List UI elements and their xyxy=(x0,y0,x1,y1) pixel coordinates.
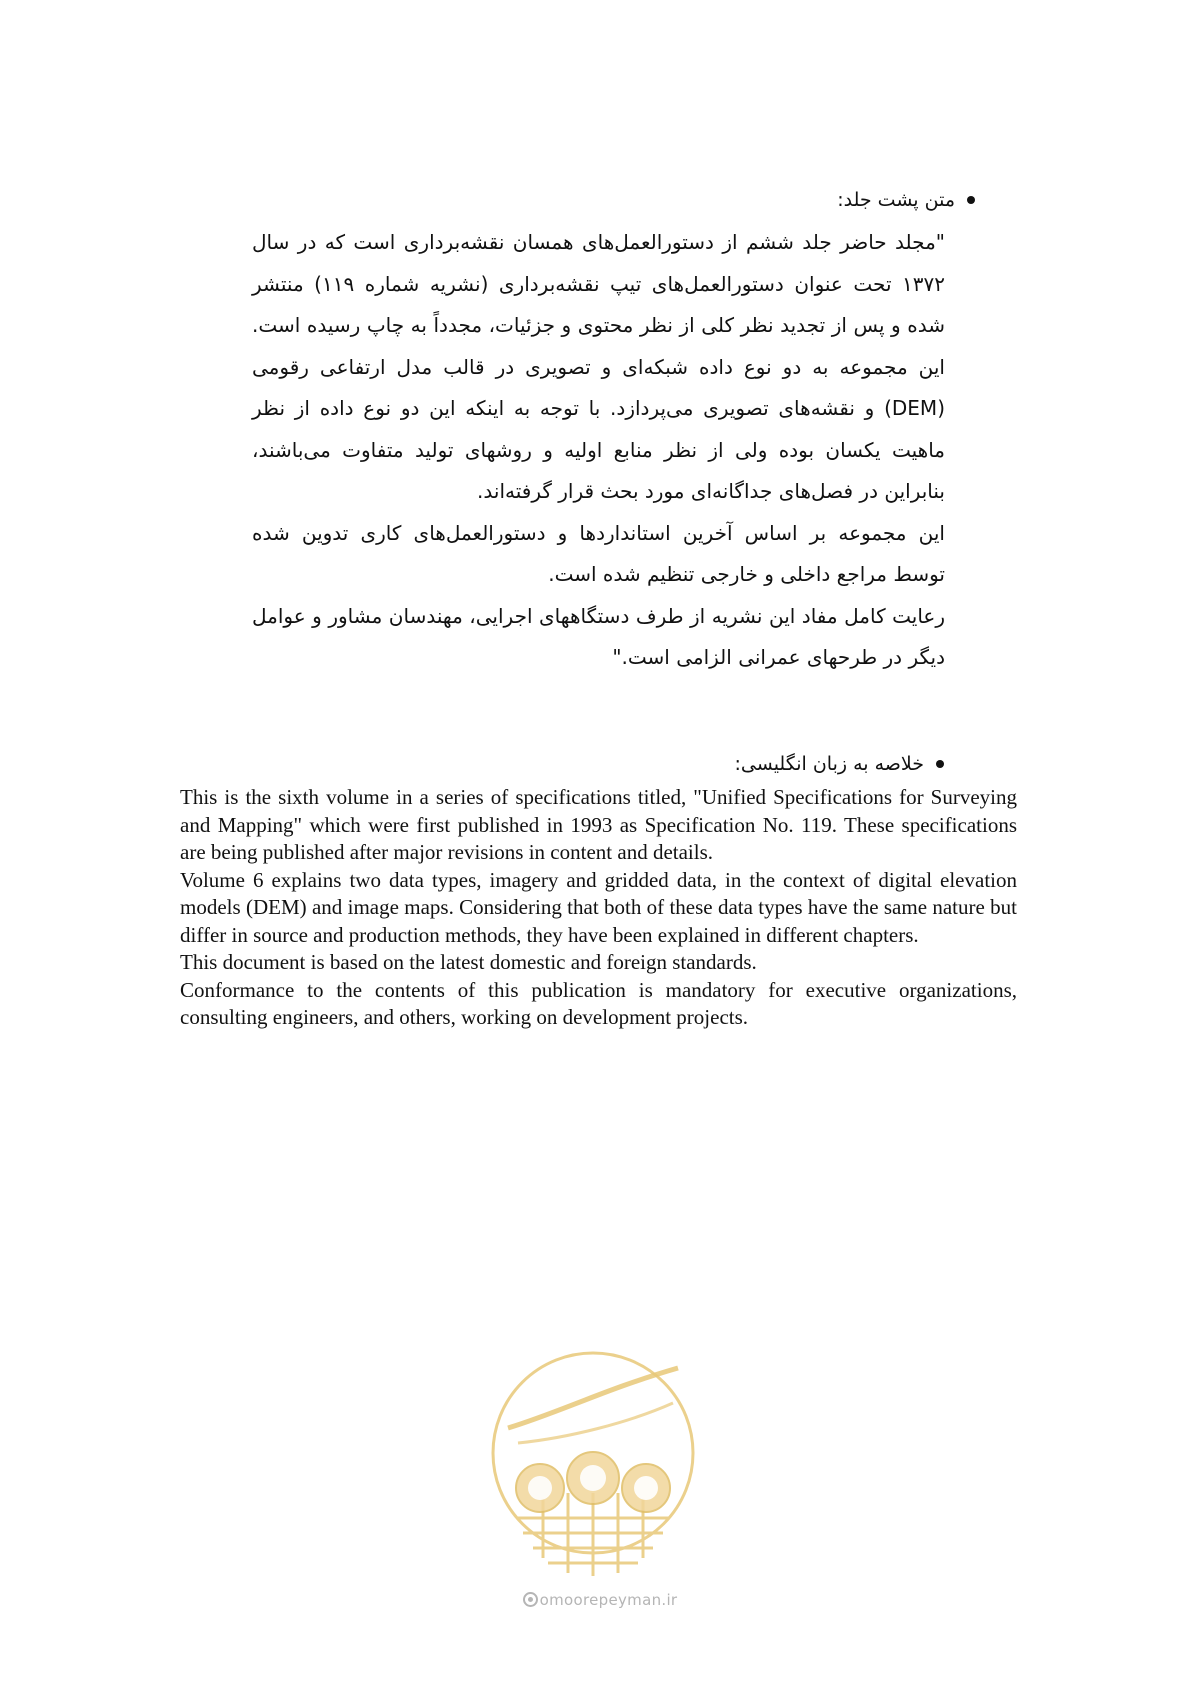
at-icon xyxy=(523,1592,538,1607)
english-summary-paragraph: Volume 6 explains two data types, imagery and gridded data, in the context of digital elevation models (DEM) and image maps. Considering that both of these data types have the same nature but differ in source and production methods, they have been explained in different chapters. xyxy=(180,867,1017,947)
back-cover-heading-row xyxy=(252,182,975,218)
watermark-caption-text: omoorepeyman.ir xyxy=(539,1591,678,1609)
watermark-logo-icon xyxy=(488,1318,698,1588)
back-cover-heading: متن پشت جلد: xyxy=(837,189,955,211)
english-summary-heading: خلاصه به زبان انگلیسی: xyxy=(734,753,924,775)
back-cover-paragraph: رعایت کامل مفاد این نشریه از طرف دستگاههای اجرایی، مهندسان مشاور و عوامل دیگر در طرحهای عمرانی الزامی است." xyxy=(252,603,945,669)
english-summary-paragraph: This document is based on the latest domestic and foreign standards. xyxy=(180,950,757,974)
english-summary-heading-inner xyxy=(735,746,944,782)
english-summary-section xyxy=(180,784,1017,1032)
english-summary-paragraph: This is the sixth volume in a series of specifications titled, "Unified Specifications for Surveying and Mapping" which were first published in 1993 as Specification No. 119. These specifications are being published after major revisions in content and details. xyxy=(180,785,1017,864)
bullet-icon xyxy=(967,196,975,204)
back-cover-section xyxy=(252,182,955,679)
watermark-caption xyxy=(480,1591,720,1609)
watermark-logo xyxy=(488,1318,698,1588)
english-summary-heading-row xyxy=(735,746,944,782)
back-cover-paragraph: این مجموعه بر اساس آخرین استانداردها و دستورالعمل‌های کاری تدوین شده توسط مراجع داخلی و خارجی تنظیم شده است. xyxy=(252,520,945,586)
english-summary-paragraph: Conformance to the contents of this publication is mandatory for executive organizations, consulting engineers, and others, working on development projects. xyxy=(180,977,1017,1029)
bullet-icon xyxy=(936,760,944,768)
back-cover-paragraph: "مجلد حاضر جلد ششم از دستورالعمل‌های همسان نقشه‌برداری است که در سال ۱۳۷۲ تحت عنوان دستورالعمل‌های تیپ نقشه‌برداری (نشریه شماره ۱۱۹) منتشر شده و پس از تجدید نظر کلی از نظر محتوی و جزئیات، مجدداً به چاپ رسیده است. این مجموعه به دو نوع داده شبکه‌ای و تصویری در قالب مدل ارتفاعی رقومی (DEM) و نقشه‌های تصویری می‌پردازد. با توجه به اینکه این دو نوع داده از نظر ماهیت یکسان بوده ولی از نظر منابع اولیه و روشهای تولید متفاوت می‌باشند، بنابراین در فصل‌های جداگانه‌ای مورد بحث قرار گرفته‌اند. xyxy=(252,230,945,503)
